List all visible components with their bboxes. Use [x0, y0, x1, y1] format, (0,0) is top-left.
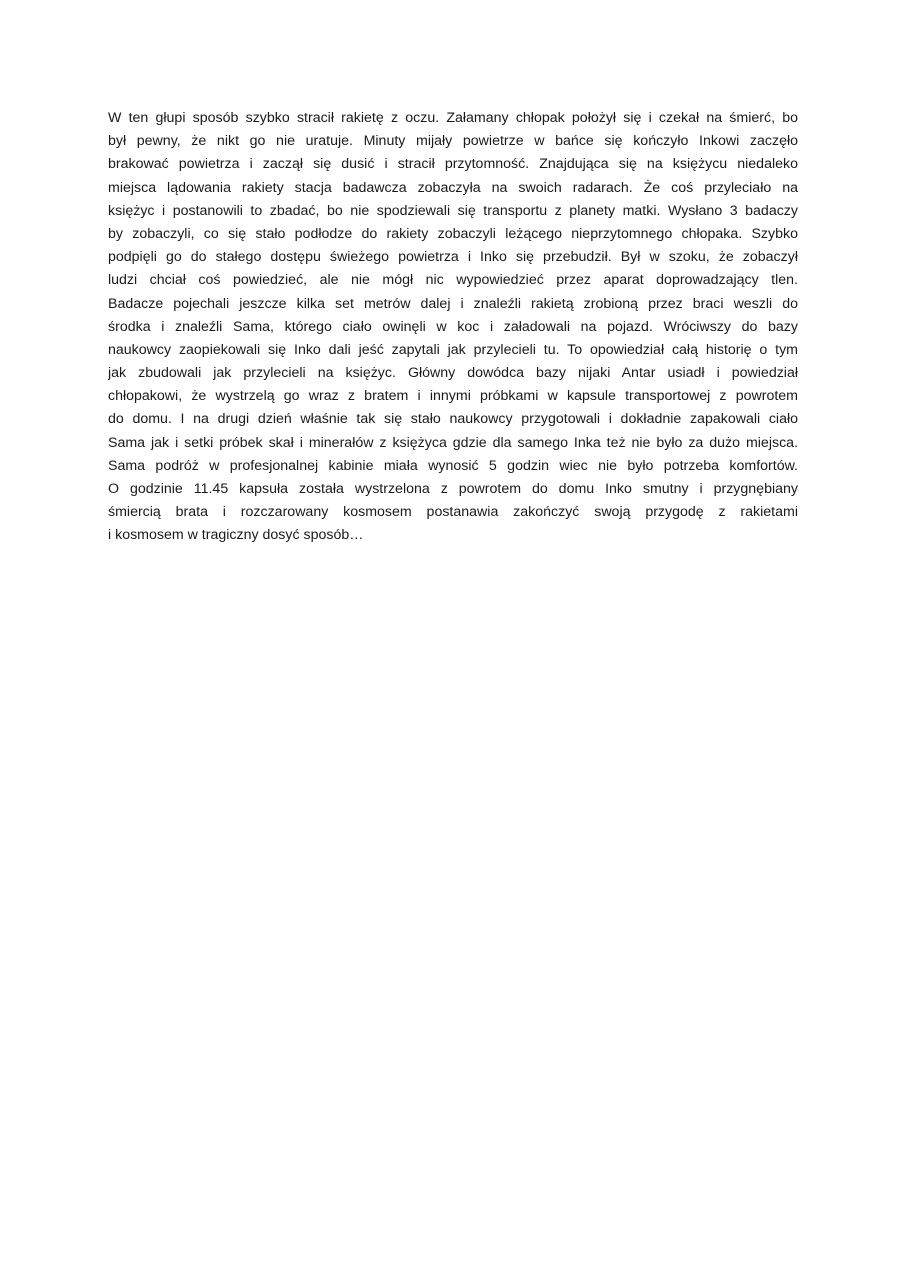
paragraph-line: do domu. I na drugi dzień właśnie tak się stało naukowcy przygotowali i dokładnie zapakowali ciało: [108, 411, 798, 428]
paragraph-line: jak zbudowali jak przylecieli na księżyc. Główny dowódca bazy nijaki Antar usiadł i powiedział: [108, 365, 798, 382]
paragraph-line: miejsca lądowania rakiety stacja badawcza zobaczyła na swoich radarach. Że coś przyleciało na: [108, 179, 798, 196]
paragraph-line: naukowcy zaopiekowali się Inko dali jeść zapytali jak przylecieli tu. To opowiedział całą historię o tym: [108, 341, 798, 358]
paragraph-line: Sama podróż w profesjonalnej kabinie miała wynosić 5 godzin wiec nie było potrzeba komfortów.: [108, 457, 798, 474]
paragraph-line: chłopakowi, że wystrzelą go wraz z bratem i innymi próbkami w kapsule transportowej z powrotem: [108, 388, 798, 405]
paragraph-line: podpięli go do stałego dostępu świeżego powietrza i Inko się przebudził. Był w szoku, że zobaczył: [108, 249, 798, 266]
paragraph-line: i kosmosem w tragiczny dosyć sposób…: [108, 527, 364, 544]
paragraph-line: księżyc i postanowili to zbadać, bo nie spodziewali się transportu z planety matki. Wysłano 3 badaczy: [108, 202, 798, 219]
paragraph-line: ludzi chciał coś powiedzieć, ale nie mógł nic wypowiedzieć przez aparat doprowadzający tlen.: [108, 272, 798, 289]
paragraph-line: był pewny, że nikt go nie uratuje. Minuty mijały powietrze w bańce się kończyło Inkowi zaczęło: [108, 133, 798, 150]
paragraph-line: Sama jak i setki próbek skał i minerałów z księżyca gdzie dla samego Inka też nie było za dużo miejsca.: [108, 434, 798, 451]
paragraph-line: W ten głupi sposób szybko stracił rakietę z oczu. Załamany chłopak położył się i czekał na śmierć, bo: [108, 110, 798, 126]
paragraph-line: O godzinie 11.45 kapsuła została wystrzelona z powrotem do domu Inko smutny i przygnębiany: [108, 481, 798, 497]
paragraph-line: śmiercią brata i rozczarowany kosmosem postanawia zakończyć swoją przygodę z rakietami: [108, 504, 798, 521]
paragraph-line: Badacze pojechali jeszcze kilka set metrów dalej i znaleźli rakietą zrobioną przez braci weszli do: [108, 295, 798, 312]
body-paragraph: [108, 107, 798, 548]
paragraph-line: by zobaczyli, co się stało podłodze do rakiety zobaczyli leżącego nieprzytomnego chłopaka. Szybko: [108, 225, 798, 242]
paragraph-line: środka i znaleźli Sama, którego ciało owinęli w koc i załadowali na pojazd. Wróciwszy do bazy: [108, 318, 798, 335]
paragraph-line: brakować powietrza i zaczął się dusić i stracił przytomność. Znajdująca się na księżycu niedaleko: [108, 156, 798, 173]
